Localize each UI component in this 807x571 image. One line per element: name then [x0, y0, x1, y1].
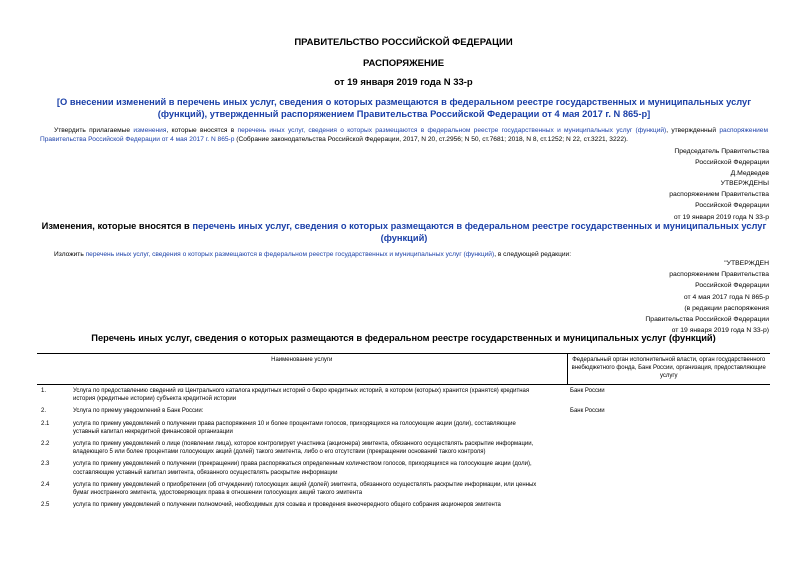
- table-header-row: [37, 354, 770, 385]
- column-header-org: Федеральный орган исполнительной власти, орган государственного внебюджетного фонда, Банк России, организация, предоставляющие услугу: [567, 354, 770, 385]
- service-org: Банк России: [570, 388, 605, 394]
- table-row: [37, 438, 770, 458]
- order-link[interactable]: распоряжением Правительства Российской Федерации от 4 мая 2017 г. N 865-р: [40, 127, 768, 144]
- column-header-service: Наименование услуги: [37, 354, 567, 385]
- approval-line: от 4 мая 2017 года N 865-р: [683, 293, 769, 301]
- row-number: 1.: [41, 388, 47, 394]
- row-number: 2.2: [41, 441, 50, 448]
- subject-open: [О внесении изменений в: [56, 97, 178, 107]
- approval-line: распоряжением Правительства: [669, 191, 769, 199]
- main-text-4: (Собрание законодательства Российской Федерации, 2017, N 20, ст.2956; N 50, ст.7681; 2018, N 8, ст.1252; N 22, ст.3221, 3222).: [234, 136, 629, 144]
- table-row: [37, 418, 770, 438]
- subject-mid: , утвержденный: [204, 109, 282, 119]
- service-name: Услуга по приему уведомлений в Банк России:: [73, 408, 204, 415]
- row-number: 2.5: [41, 502, 50, 509]
- table-row: [37, 458, 770, 478]
- org-title: ПРАВИТЕЛЬСТВО РОССИЙСКОЙ ФЕДЕРАЦИИ: [294, 37, 513, 48]
- row-number: 2.1: [41, 420, 50, 427]
- service-org: [567, 458, 770, 478]
- main-text-3: , утвержденный: [666, 127, 720, 134]
- izlozhit-text-2: , в следующей редакции:: [494, 251, 572, 258]
- doc-type: РАСПОРЯЖЕНИЕ: [362, 58, 445, 69]
- changes-title-text: Изменения, которые вносятся в: [41, 221, 193, 231]
- main-text-2: , которые вносятся в: [166, 127, 238, 134]
- subject-link-order[interactable]: распоряжением Правительства Российской Федерации от 4 мая 2017 г. N 865-р: [281, 109, 648, 119]
- signature-block: [674, 146, 769, 180]
- row-number: 2.3: [41, 461, 50, 468]
- signature-line: Председатель Правительства: [674, 148, 769, 155]
- table-row: [37, 479, 770, 499]
- subject-close: ]: [647, 109, 651, 119]
- approval-line: распоряжением Правительства: [669, 271, 769, 279]
- signature-line: Д.Медведев: [730, 170, 769, 178]
- approval-line: Правительства Российской Федерации: [645, 316, 769, 324]
- changes-title-link[interactable]: перечень иных услуг, сведения о которых размещаются в федеральном реестре государственных и муниципальных услуг (функций): [192, 221, 767, 243]
- izlozhit-link[interactable]: перечень иных услуг, сведения о которых размещаются в федеральном реестре государственных и муниципальных услуг (функций): [85, 251, 495, 258]
- changes-title: [28, 220, 780, 244]
- main-text-1: Утвердить прилагаемые: [54, 127, 134, 134]
- approval-line: "УТВЕРЖДЕН: [724, 260, 769, 267]
- approval-line: (в редакции распоряжения: [684, 304, 769, 312]
- service-org: Банк России: [570, 408, 605, 415]
- service-org: [567, 499, 770, 511]
- subject-link-list[interactable]: перечень иных услуг, сведения о которых размещаются в федеральном реестре государственных и муниципальных услуг (функций): [157, 97, 752, 119]
- approval-line: от 19 января 2019 года N 33-р: [673, 213, 769, 221]
- approval-line: УТВЕРЖДЕНЫ: [720, 180, 769, 187]
- list-link[interactable]: перечень иных услуг, сведения о которых размещаются в федеральном реестре государственных и муниципальных услуг (функций): [237, 127, 667, 134]
- main-paragraph: [40, 126, 768, 144]
- list-title: Перечень иных услуг, сведения о которых размещаются в федеральном реестре государственных и муниципальных услуг (функций): [91, 333, 716, 343]
- service-name: услуга по приему уведомлений о приобретении (об отчуждении) голосующих акций (долей) эмитента, обязанного осуществлять раскрытие информации, или ценных бумаг иностранного эмитента, удостоверяющих права в отношении голосующих акций такого эмитента: [73, 481, 537, 497]
- service-name: услуга по приему уведомлений о получении права распоряжения 10 и более процентами голосов, приходящихся на голосующие акции (доли), составляющие уставный капитал некредитной финансовой организации: [73, 420, 516, 435]
- row-number: 2.4: [41, 481, 50, 488]
- service-org: [567, 479, 770, 499]
- approval-stamp: [669, 178, 769, 223]
- row-number: 2.: [41, 408, 47, 415]
- approval-line: от 19 января 2019 года N 33-р): [671, 327, 769, 335]
- service-name: Услуга по предоставлению сведений из Центрального каталога кредитных историй о бюро кредитных историй, в котором (которых) хранится (хранятся) кредитная история (кредитные истории) субъекта кредитной истории: [73, 388, 530, 403]
- service-name: услуга по приему уведомлений о получении (прекращении) права распоряжаться определенным количеством голосов, приходящихся на голосующие акции (доли), составляющие уставный капитал эмитента, обязанного осуществлять раскрытие информации: [73, 461, 532, 476]
- service-name: услуга по приему уведомлений о получении полномочий, необходимых для созыва и проведения внеочередного общего собрания акционеров эмитента: [73, 502, 501, 509]
- service-org: [567, 418, 770, 438]
- approval-line: Российской Федерации: [695, 282, 769, 290]
- table-row: [37, 405, 770, 417]
- document-subject: [38, 96, 770, 120]
- service-name: услуга по приему уведомлений о лице (появлении лица), которое контролирует участника (акционера) эмитента, обязанного осуществлять раскрытие информации, владеющего 5 или более процентами голосующих акций (долей) такого эмитента, либо о его отсутствии (прекращении оснований такого контроля): [73, 441, 534, 456]
- changes-link[interactable]: изменения: [133, 127, 167, 134]
- approval-stamp-2: [645, 258, 769, 336]
- services-table: [37, 353, 770, 511]
- signature-line: Российской Федерации: [695, 159, 769, 167]
- izlozhit-text-1: Изложить: [54, 251, 86, 258]
- approval-line: Российской Федерации: [695, 202, 769, 210]
- service-org: [567, 438, 770, 458]
- table-row: [37, 499, 770, 511]
- doc-date-number: от 19 января 2019 года N 33-р: [334, 77, 473, 88]
- table-row: [37, 385, 770, 406]
